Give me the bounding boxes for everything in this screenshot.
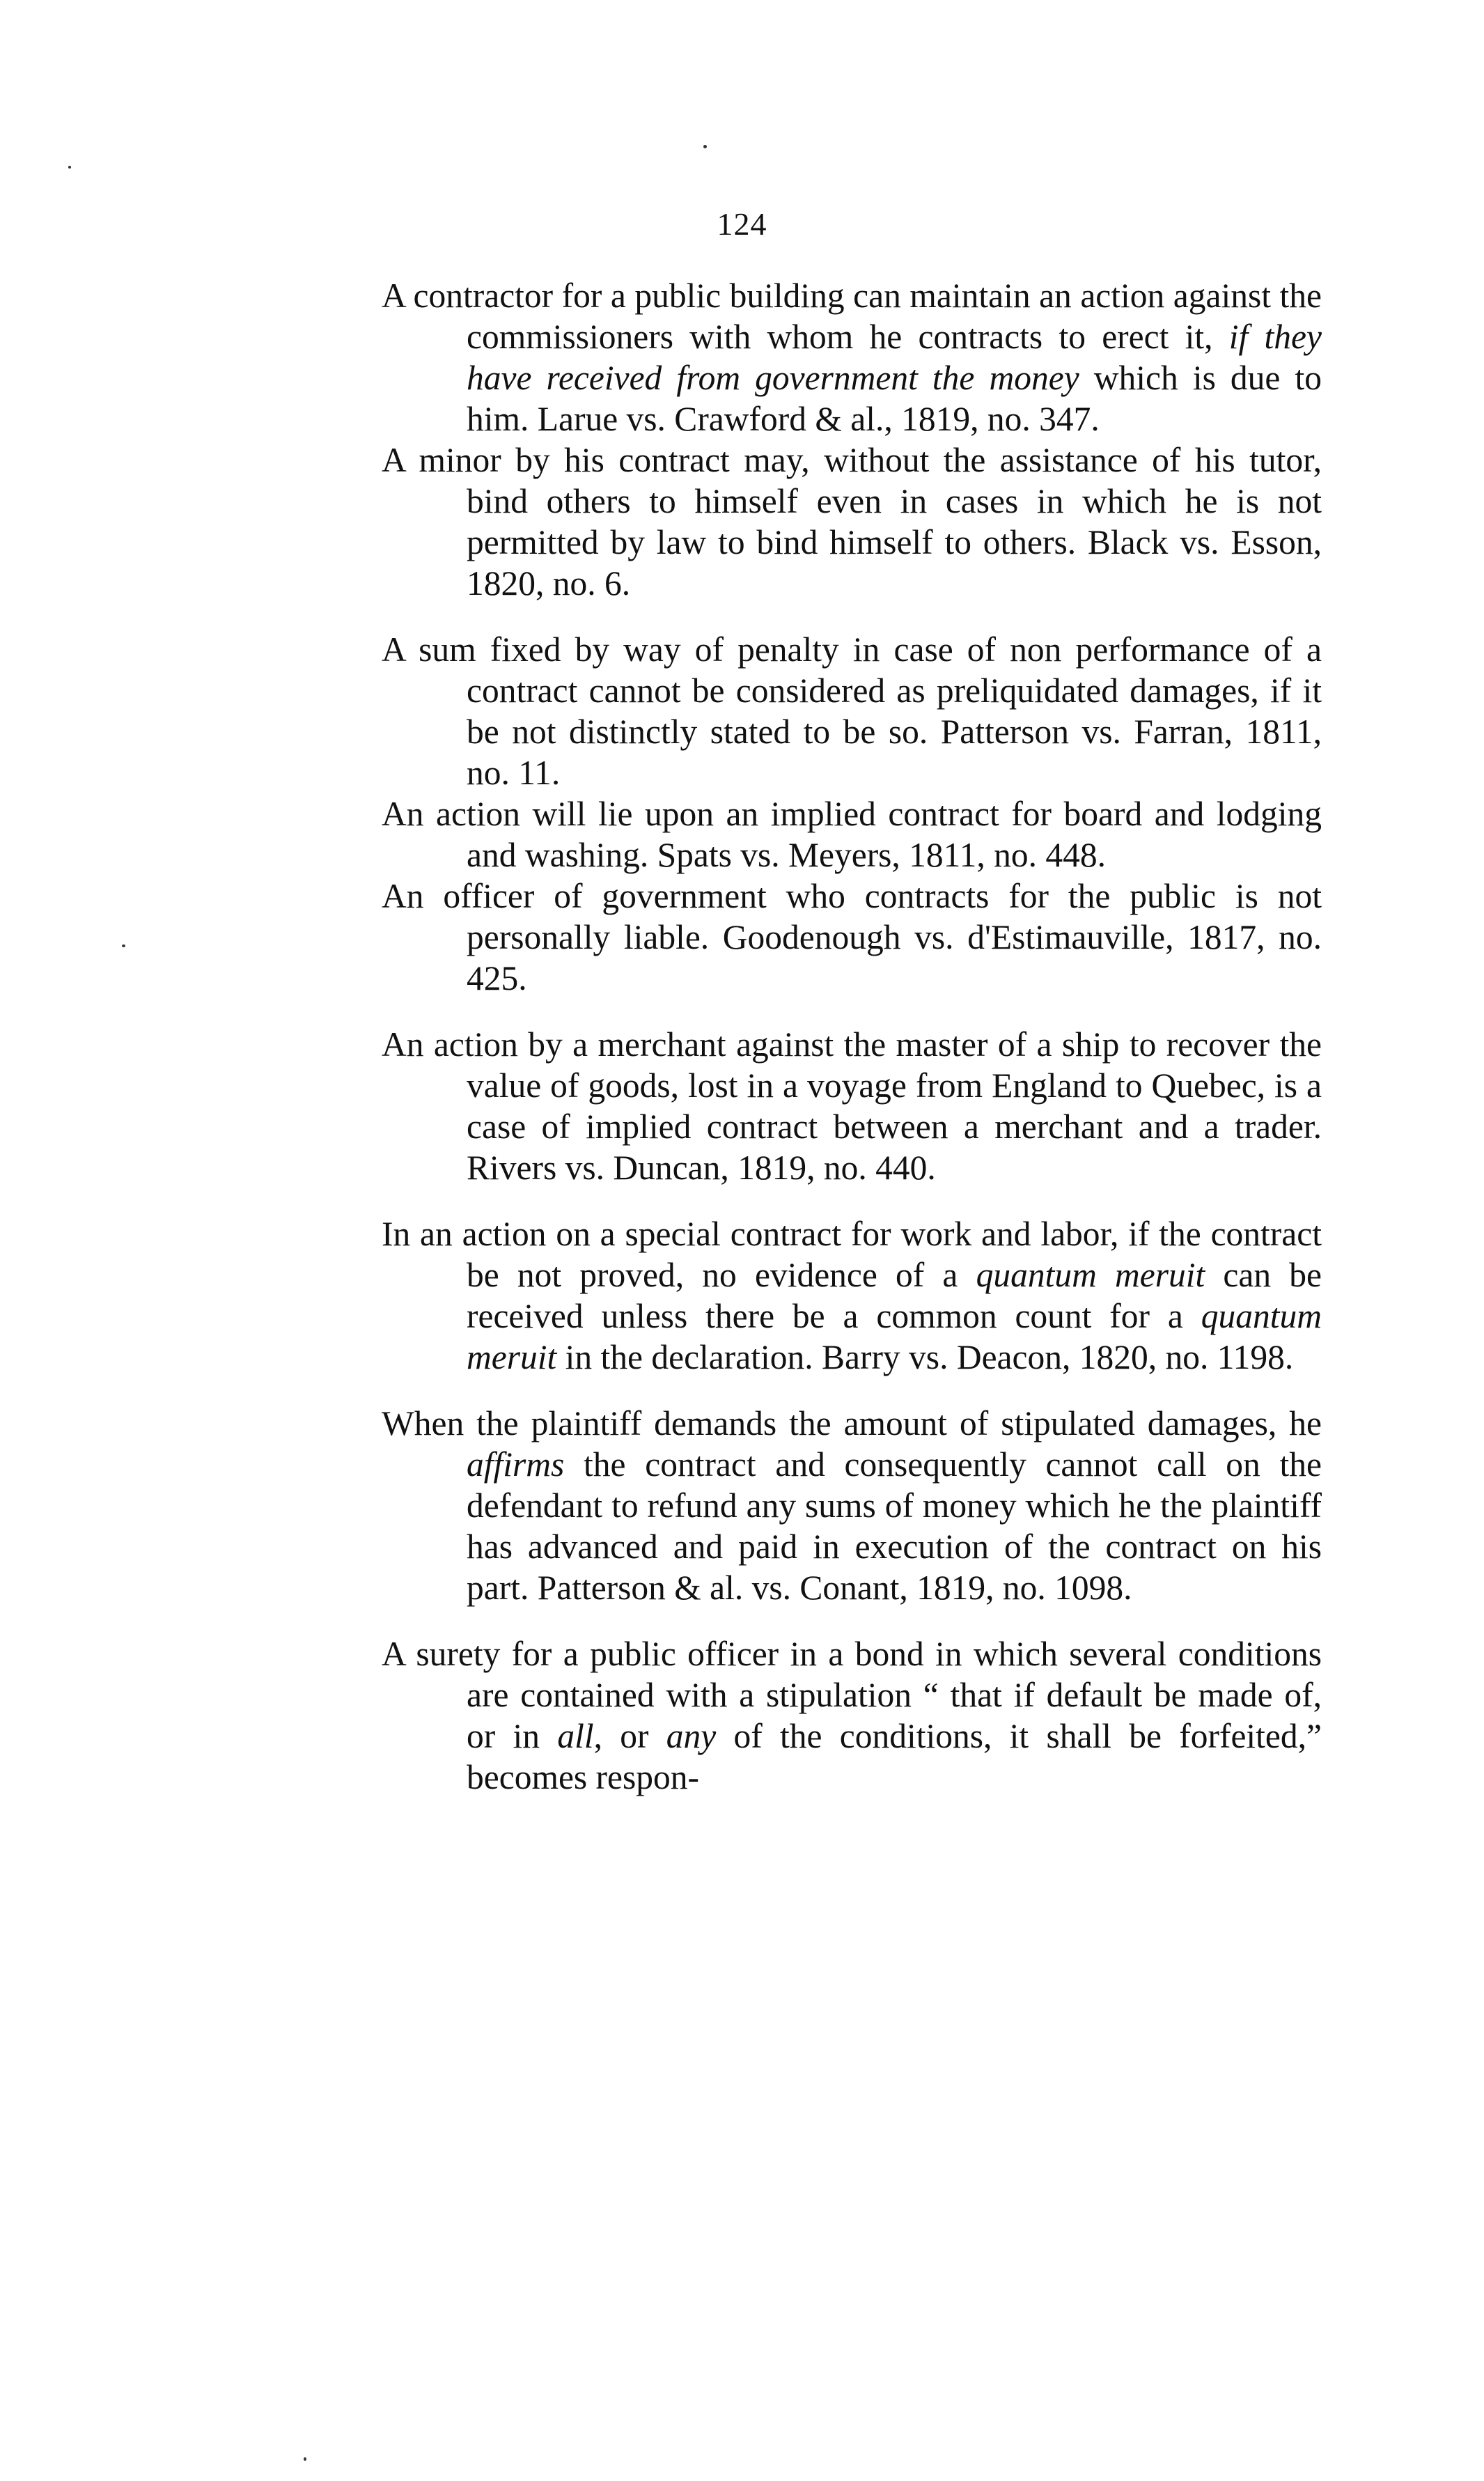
entry-text: A sum fixed by way of penalty in case of non performance of a contract cannot be considered as preliquidated damages, if it be not distinctly stated to be so. Patterson vs. Farran, 1811, no. 11. bbox=[382, 630, 1322, 792]
entry-text: In an action on a special contract for work and labor, if the contract be not proved, no evidence of a bbox=[382, 1215, 1322, 1294]
digest-entries bbox=[382, 275, 1322, 1798]
italic-phrase: affirms bbox=[467, 1445, 565, 1484]
digest-entry bbox=[382, 793, 1322, 876]
digest-entry bbox=[382, 876, 1322, 999]
digest-entry bbox=[382, 1403, 1322, 1608]
entry-text: , or bbox=[593, 1717, 666, 1755]
entry-text: A minor by his contract may, without the assistance of his tutor, bind others to himself even in cases in which he is not permitted by law to bind himself to others. Black vs. Esson, 1820, no. 6. bbox=[382, 441, 1322, 602]
digest-entry bbox=[382, 1633, 1322, 1798]
entry-text: An action will lie upon an implied contract for board and lodging and washing. Spats vs. Meyers, 1811, no. 448. bbox=[382, 795, 1322, 874]
page-number: 124 bbox=[717, 206, 767, 242]
scan-speck bbox=[122, 944, 125, 947]
entry-text: When the plaintiff demands the amount of stipulated damages, he bbox=[382, 1404, 1322, 1442]
entry-text: A surety for a public officer in a bond in which several conditions are contained with a stipulation “ that if default be made of, or in bbox=[382, 1635, 1322, 1755]
italic-phrase: any bbox=[666, 1717, 717, 1755]
entry-text: A contractor for a public building can maintain an action against the commissioners with whom he contracts to erect it, bbox=[382, 277, 1322, 356]
entry-text: which is due to him. Larue vs. Crawford & al., 1819, no. 347. bbox=[467, 359, 1322, 438]
entry-text: An officer of government who contracts for the public is not personally liable. Goodenough vs. d'Estimauville, 1817, no. 425. bbox=[382, 877, 1322, 997]
digest-entry bbox=[382, 1024, 1322, 1188]
italic-phrase: quantum meruit bbox=[467, 1297, 1322, 1376]
digest-entry bbox=[382, 440, 1322, 604]
entry-text: can be received unless there be a common count for a bbox=[467, 1256, 1322, 1335]
entry-text: of the conditions, it shall be forfeited,” becomes respon- bbox=[467, 1717, 1322, 1796]
scan-speck bbox=[703, 145, 707, 148]
scan-speck bbox=[304, 2457, 306, 2461]
digest-entry bbox=[382, 629, 1322, 793]
digest-entry bbox=[382, 275, 1322, 440]
scan-speck bbox=[68, 166, 71, 169]
entry-text: An action by a merchant against the master of a ship to recover the value of goods, lost in a voyage from England to Quebec, is a case of implied contract between a merchant and a trader. Rivers vs. Duncan, 1819, no. 440. bbox=[382, 1025, 1322, 1187]
italic-phrase: all bbox=[557, 1717, 594, 1755]
entry-text: the contract and consequently cannot call on the defendant to refund any sums of money which he the plaintiff has advanced and paid in execution of the contract on his part. Patterson & al. vs. Conant, 1819, no. 1098. bbox=[467, 1445, 1322, 1607]
italic-phrase: if they have received from government the money bbox=[467, 318, 1322, 397]
entry-text: in the declaration. Barry vs. Deacon, 1820, no. 1198. bbox=[556, 1338, 1294, 1376]
digest-entry bbox=[382, 1213, 1322, 1378]
italic-phrase: quantum meruit bbox=[976, 1256, 1205, 1294]
